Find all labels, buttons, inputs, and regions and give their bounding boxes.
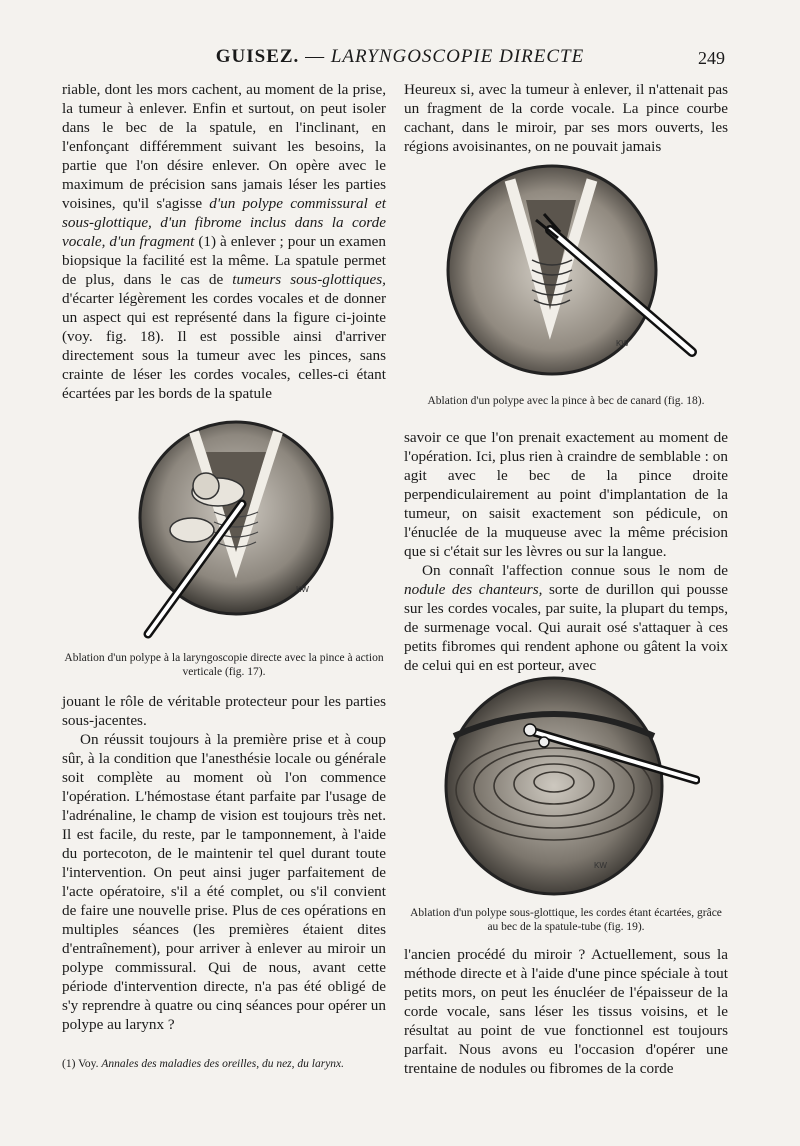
paragraph: jouant le rôle de véritable protecteur pour les parties sous-jacentes. [62, 693, 386, 729]
italic-run: nodule des chanteurs, [404, 581, 543, 598]
fig18-mark: KW [616, 339, 629, 348]
header-dash: — [299, 46, 331, 67]
figure-18-caption: Ablation d'un polype avec la pince à bec de canard (fig. 18). [427, 395, 705, 407]
text-run: riable, dont les mors cachent, au moment de la prise, la tumeur à enlever. Enfin et surtout, on peut isoler dans le bec de la spatule, en l'inclinant, en l'enfonçant différemment suivant les besoins, la partie que l'on désire enlever. On opère avec le maximum de précision sans jamais léser les parties voisines, qu'il s'agisse [62, 81, 386, 212]
footnote-text: (1) Voy. [62, 1058, 102, 1070]
paragraph: savoir ce que l'on prenait exactement au moment de l'opération. Ici, plus rien à craindre de semblable : on agit avec le bec de la pince droite perpendiculairement au point d'implantation de la tumeur, on saisit exactement son pédicule, on l'énuclée de la muqueuse avec la même précision que si c'était sur les lèvres ou sur la langue. [404, 429, 728, 560]
figure-18-illustration [440, 160, 702, 380]
figure-19-illustration [434, 672, 700, 902]
figure-19-caption: Ablation d'un polype sous-glottique, les cordes étant écartées, grâce au bec de la spatule-tube (fig. 19). [410, 907, 722, 933]
fig19-mark: KW [594, 861, 607, 870]
left-column-top-text [62, 80, 386, 403]
paragraph [404, 561, 728, 675]
header-subtitle: LARYNGOSCOPIE DIRECTE [330, 46, 585, 67]
text-run: (1) à enlever ; pour un examen biopsique la facilité est la même. La spatule permet de plus, dans le cas de [62, 233, 387, 288]
running-title [150, 46, 650, 68]
right-column-top-text: Heureux si, avec la tumeur à enlever, il n'attenait pas un fragment de la corde vocale. La pince courbe cachant, dans le miroir, par ses mors ouverts, les régions avoisinantes, on ne pouvait jamais [404, 81, 728, 155]
page-number: 249 [698, 48, 725, 68]
italic-run: tumeurs sous-glottiques, [232, 271, 386, 288]
right-column-bottom-text: l'ancien procédé du miroir ? Actuellement, sous la méthode directe et à l'aide d'une pince spéciale à tout petits mors, on peut les énucléer de l'épaisseur de la corde vocale, sans léser les tissus voisins, et le résultat au point de vue fonctionnel est toujours parfait. Nous avons eu l'occasion d'opérer une trentaine de nodules ou fibromes de la corde [404, 946, 728, 1077]
italic-run: d'un polype commissural et sous-glottique, d'un fibrome inclus dans la corde vocale, d'un fragment [62, 195, 386, 250]
fig17-mark: KW [296, 585, 309, 594]
text-run: d'écarter légèrement les cordes vocales et de donner un aspect qui est représenté dans la figure ci-jointe (voy. fig. 18). Il est possible ainsi d'arriver directement sous la tumeur avec les pinces, sans crainte de léser les cordes vocales, celles-ci étant écartées par les bords de la spatule [62, 290, 386, 402]
text-run: sorte de durillon qui pousse sur les cordes vocales, par suite, la plupart du temps, de surmenage vocal. Qui aurait osé s'attaquer à ces petits fibromes qui rendent aphone ou gâtent la voix de celui qui en est porteur, avec [404, 581, 729, 674]
running-header [0, 46, 800, 76]
header-author: GUISEZ. [215, 46, 300, 67]
paragraph: On réussit toujours à la première prise et à coup sûr, à la condition que l'anesthésie locale ou générale soit complète au moment où l'on commence l'opération. L'hémostase étant parfaite par l'usage de l'adrénaline, le champ de vision est toujours très net. Il est facile, du reste, par le tamponnement, à l'aide du portecoton, de le maintenir tel quel durant toute l'intervention. On peut ainsi juger parfaitement de l'acte opératoire, s'il a été complet, ou s'il convient de faire une nouvelle prise. Plus de ces opérations en multiples séances (les premières étaient dites d'entraînement), pour arriver à enlever au miroir un polype commissural. Qui de nous, avant cette période d'intervention directe, n'a pas été obligé de s'y reprendre à quatre ou cinq séances pour opérer un polype au larynx ? [62, 731, 386, 1033]
text-run: On connaît l'affection connue sous le nom de [422, 562, 728, 579]
paragraph [62, 80, 386, 403]
right-column-middle-text [404, 428, 728, 675]
footnote [62, 1057, 386, 1071]
footnote-italic: Annales des maladies des oreilles, du nez, du larynx. [101, 1058, 345, 1070]
left-column-bottom-text [62, 692, 386, 1034]
figure-17-illustration [134, 412, 334, 644]
figure-17-caption: Ablation d'un polype à la laryngoscopie directe avec la pince à action verticale (fig. 17). [64, 652, 384, 678]
